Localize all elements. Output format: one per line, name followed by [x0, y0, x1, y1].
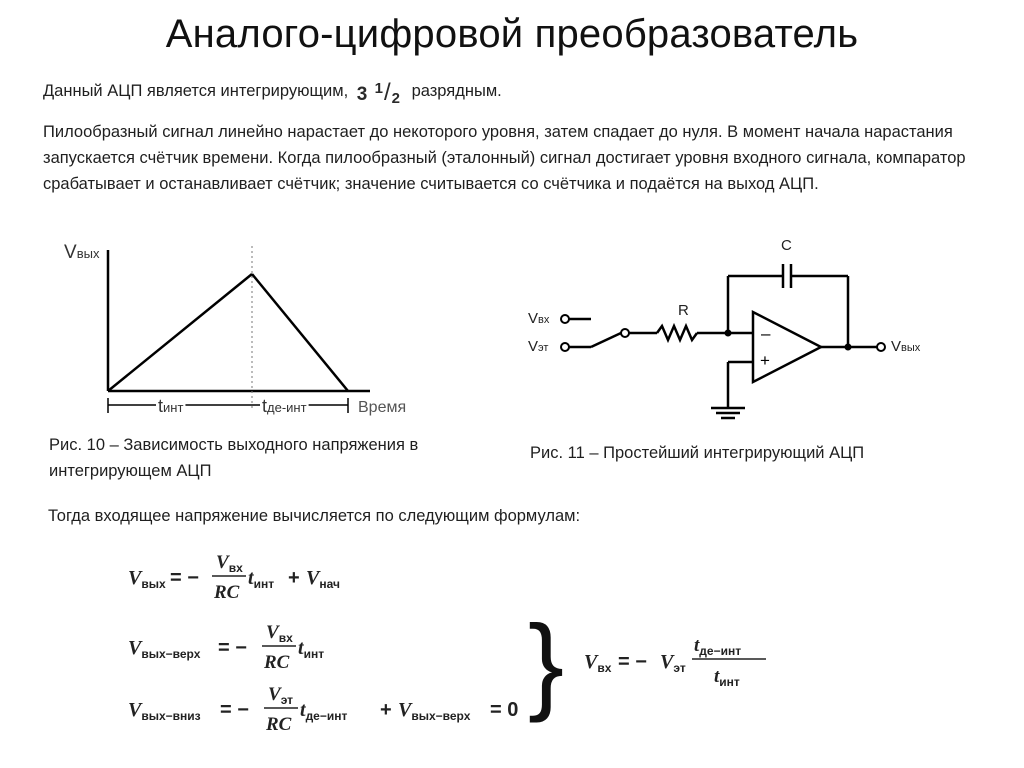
- svg-text:RC: RC: [266, 714, 292, 735]
- svg-text:Vвых: $V_{вых}$: [128, 567, 166, 591]
- slide-title: Аналого-цифровой преобразователь: [165, 12, 859, 56]
- svg-text:Vвх: $V_{вх}$: [216, 552, 243, 575]
- svg-text:Vвх: $V_{вх}$: [266, 622, 293, 645]
- resistor: [657, 326, 697, 340]
- input-terminal: [561, 315, 569, 323]
- svg-text:Vвх: $V_{вх}$: [584, 651, 612, 675]
- svg-text:Vэт: $V_{эт}$: [660, 651, 686, 675]
- svg-text:RC: RC: [264, 652, 290, 673]
- inverting-input-sign: –: [761, 324, 771, 343]
- input-label: Vвх: [528, 310, 550, 327]
- switch-pivot: [621, 329, 629, 337]
- figure-10-caption: Рис. 10 – Зависимость выходного напряжения в интегрирующем АЦП: [49, 436, 419, 480]
- fraction-slash: /: [383, 79, 392, 106]
- svg-text:+: +: [288, 567, 300, 589]
- svg-text:+: +: [380, 699, 392, 721]
- resistor-label: R: [678, 302, 689, 319]
- formulas-block: [124, 540, 824, 750]
- x-axis-label: Время: [358, 399, 407, 416]
- svg-text:Vнач: $V_{нач}$: [306, 567, 340, 591]
- reference-terminal: [561, 343, 569, 351]
- output-terminal: [877, 343, 885, 351]
- svg-text:tинт: $t_{инт}$: [298, 637, 325, 661]
- fraction-denominator: 2: [391, 90, 401, 107]
- formula-output-lower: [128, 684, 518, 735]
- description-paragraph: Пилообразный сигнал линейно нарастает до некоторого уровня, затем спадает до нуля. В момент начала нарастания запускается счётчик времени. Когда пилообразный (эталонный) сигнал достигает уровня входного сигнала, компаратор срабатывает и останавливает счётчик; значение считывается со счётчика и подаётся на выход АЦП.: [43, 123, 966, 193]
- formula-brace: }: [528, 602, 565, 723]
- fraction-numerator: 1: [374, 80, 384, 97]
- ramp-rise-line: [108, 274, 252, 391]
- svg-text:RC: RC: [214, 582, 240, 603]
- output-voltage-graph: [50, 238, 470, 428]
- ramp-fall-line: [252, 274, 348, 391]
- svg-text:Vэт: $V_{эт}$: [268, 684, 294, 707]
- intro-after: разрядным.: [411, 82, 502, 100]
- formulas-intro: Тогда входящее напряжение вычисляется по следующим формулам:: [48, 507, 581, 525]
- output-label: Vвых: [891, 338, 921, 355]
- svg-text:tинт: $t_{инт}$: [714, 666, 740, 689]
- intro-before: Данный АЦП является интегрирующим,: [43, 82, 349, 100]
- bit-depth-fraction: [357, 80, 401, 109]
- svg-text:= −: = −: [220, 699, 249, 721]
- op-amp: [753, 312, 821, 382]
- intro-text: [43, 78, 983, 109]
- svg-text:tде−инт: $t_{де-инт}$: [300, 699, 348, 723]
- svg-text:= 0: = 0: [490, 699, 519, 721]
- capacitor-label: C: [781, 237, 792, 254]
- svg-text:tинт: $t_{инт}$: [248, 567, 275, 591]
- output-node: [845, 344, 852, 351]
- formula-output-upper: [128, 622, 324, 673]
- noninverting-input-sign: +: [760, 351, 770, 370]
- svg-text:tде−инт: $t_{де-инт}$: [694, 635, 742, 658]
- t-deint-label: tде-инт: [262, 396, 307, 416]
- integrating-adc-circuit: [525, 232, 965, 422]
- reference-label: Vэт: [528, 338, 549, 355]
- svg-text:= −: = −: [170, 567, 199, 589]
- svg-text:= −: = −: [618, 651, 647, 673]
- svg-text:Vвых−верх: $V_{вых-верх}$: [128, 637, 201, 661]
- svg-text:Vвых−вниз: $V_{вых-вниз}$: [128, 699, 201, 723]
- t-int-label: tинт: [158, 396, 184, 416]
- formula-input-voltage: [584, 635, 766, 689]
- svg-text:= −: = −: [218, 637, 247, 659]
- switch-blade: [591, 333, 621, 347]
- y-axis-label: Vвых: [64, 242, 100, 263]
- svg-text:Vвых−верх: $V_{вых-верх}$: [398, 699, 471, 723]
- figure-11-caption: Рис. 11 – Простейший интегрирующий АЦП: [530, 444, 865, 462]
- formula-output-voltage: [128, 552, 340, 603]
- fraction-whole: 3: [356, 84, 369, 105]
